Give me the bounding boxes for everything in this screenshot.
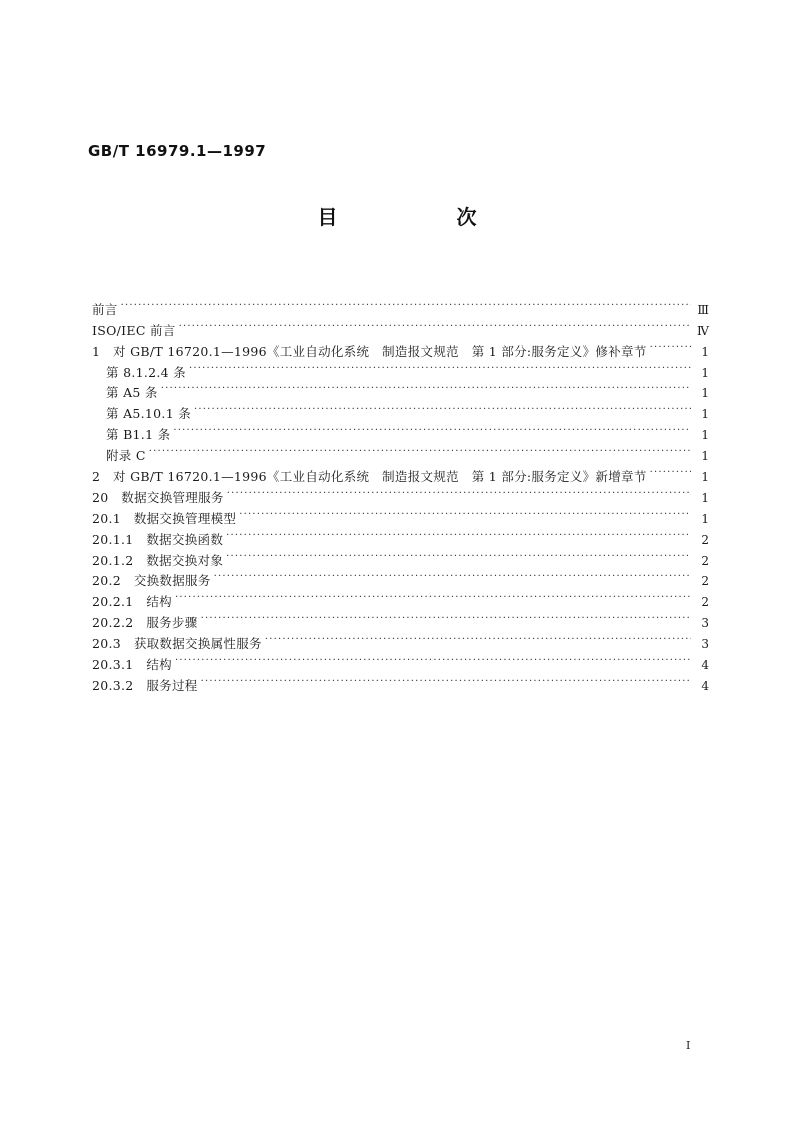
toc-entry-page: 1	[701, 386, 709, 401]
toc-entry-text: 20.3.1 结构	[92, 657, 172, 673]
toc-leader-dots	[161, 377, 691, 398]
toc-entry-text: 20.1 数据交换管理模型	[92, 510, 237, 526]
toc-entry[interactable]	[92, 335, 709, 359]
toc-entry-page: 2	[701, 574, 709, 589]
toc-entry[interactable]	[92, 585, 709, 610]
toc-leader-dots	[175, 585, 691, 606]
toc-leader-dots	[175, 648, 691, 669]
page-number: I	[686, 1039, 691, 1052]
standard-code: GB/T 16979.1—1997	[88, 142, 267, 160]
toc-leader-dots	[226, 523, 691, 544]
toc-leader-dots	[121, 293, 691, 314]
toc-entry-text: 20.2.2 服务步骤	[92, 615, 198, 631]
toc-entry-text: 20.3 获取数据交换属性服务	[92, 636, 262, 652]
toc-entry[interactable]	[92, 460, 709, 485]
toc-leader-dots	[194, 397, 691, 418]
toc-entry-page: 1	[701, 490, 709, 505]
toc-leader-dots	[214, 565, 691, 586]
toc-entry[interactable]	[92, 606, 709, 631]
toc-leader-dots	[149, 439, 691, 460]
toc-entry-text: 第 8.1.2.4 条	[106, 364, 186, 380]
toc-leader-dots	[650, 460, 691, 481]
toc-entry-text: 1 对 GB/T 16720.1—1996《工业自动化系统 制造报文规范 第 1 部分:服务定义》修补章节	[92, 343, 647, 359]
toc-leader-dots	[650, 335, 691, 356]
toc-entry-page: 1	[701, 407, 709, 422]
toc-entry-page: 1	[701, 365, 709, 380]
toc-entry-page: 1	[701, 449, 709, 464]
toc-entry[interactable]	[92, 669, 709, 693]
toc-entry[interactable]	[92, 397, 709, 422]
toc-entry[interactable]	[92, 648, 709, 673]
toc-entry-text: 20.1.1 数据交换函数	[92, 531, 224, 547]
toc-entry-text: 第 B1.1 条	[106, 427, 171, 443]
toc-entry-page: 2	[701, 595, 709, 610]
toc-entry[interactable]	[92, 293, 709, 317]
toc-entry-page: 3	[701, 637, 709, 652]
toc-entry-page: 1	[701, 470, 709, 485]
toc-title: 目 次	[317, 205, 533, 229]
toc-leader-dots	[189, 356, 691, 377]
toc-entry-text: 2 对 GB/T 16720.1—1996《工业自动化系统 制造报文规范 第 1 部分:服务定义》新增章节	[92, 469, 647, 485]
toc-entry-text: 20 数据交换管理服务	[92, 489, 224, 505]
toc-leader-dots	[201, 606, 691, 627]
toc-entry-page: Ⅳ	[697, 323, 709, 338]
toc-leader-dots	[227, 481, 691, 502]
toc-entry-page: 4	[701, 658, 709, 673]
toc-entry-text: 20.2 交换数据服务	[92, 573, 211, 589]
toc-entry[interactable]	[92, 418, 709, 443]
toc-entry-page: 1	[701, 511, 709, 526]
toc-leader-dots	[173, 418, 691, 439]
table-of-contents	[92, 293, 709, 693]
toc-entry-page: 3	[701, 616, 709, 631]
toc-entry-text: 20.1.2 数据交换对象	[92, 552, 224, 568]
toc-entry-page: 4	[701, 678, 709, 693]
toc-entry-text: 20.3.2 服务过程	[92, 677, 198, 693]
toc-leader-dots	[265, 627, 691, 648]
toc-entry-text: 前言	[92, 301, 118, 317]
toc-entry-text: 第 A5.10.1 条	[106, 406, 192, 422]
toc-entry-page: 1	[701, 428, 709, 443]
toc-entry[interactable]	[92, 439, 709, 464]
toc-entry-text: 附录 C	[106, 448, 146, 464]
toc-entry-page: 1	[701, 344, 709, 359]
toc-leader-dots	[201, 669, 691, 690]
toc-entry-page: Ⅲ	[697, 302, 709, 317]
toc-entry[interactable]	[92, 377, 709, 401]
toc-entry[interactable]	[92, 314, 709, 338]
toc-entry-text: 第 A5 条	[106, 385, 158, 401]
toc-leader-dots	[239, 502, 691, 523]
toc-entry-text: 20.2.1 结构	[92, 594, 172, 610]
toc-entry-page: 2	[701, 553, 709, 568]
toc-leader-dots	[179, 314, 691, 335]
toc-entry-page: 2	[701, 532, 709, 547]
toc-entry-text: ISO/IEC 前言	[92, 322, 176, 338]
toc-leader-dots	[226, 544, 691, 565]
